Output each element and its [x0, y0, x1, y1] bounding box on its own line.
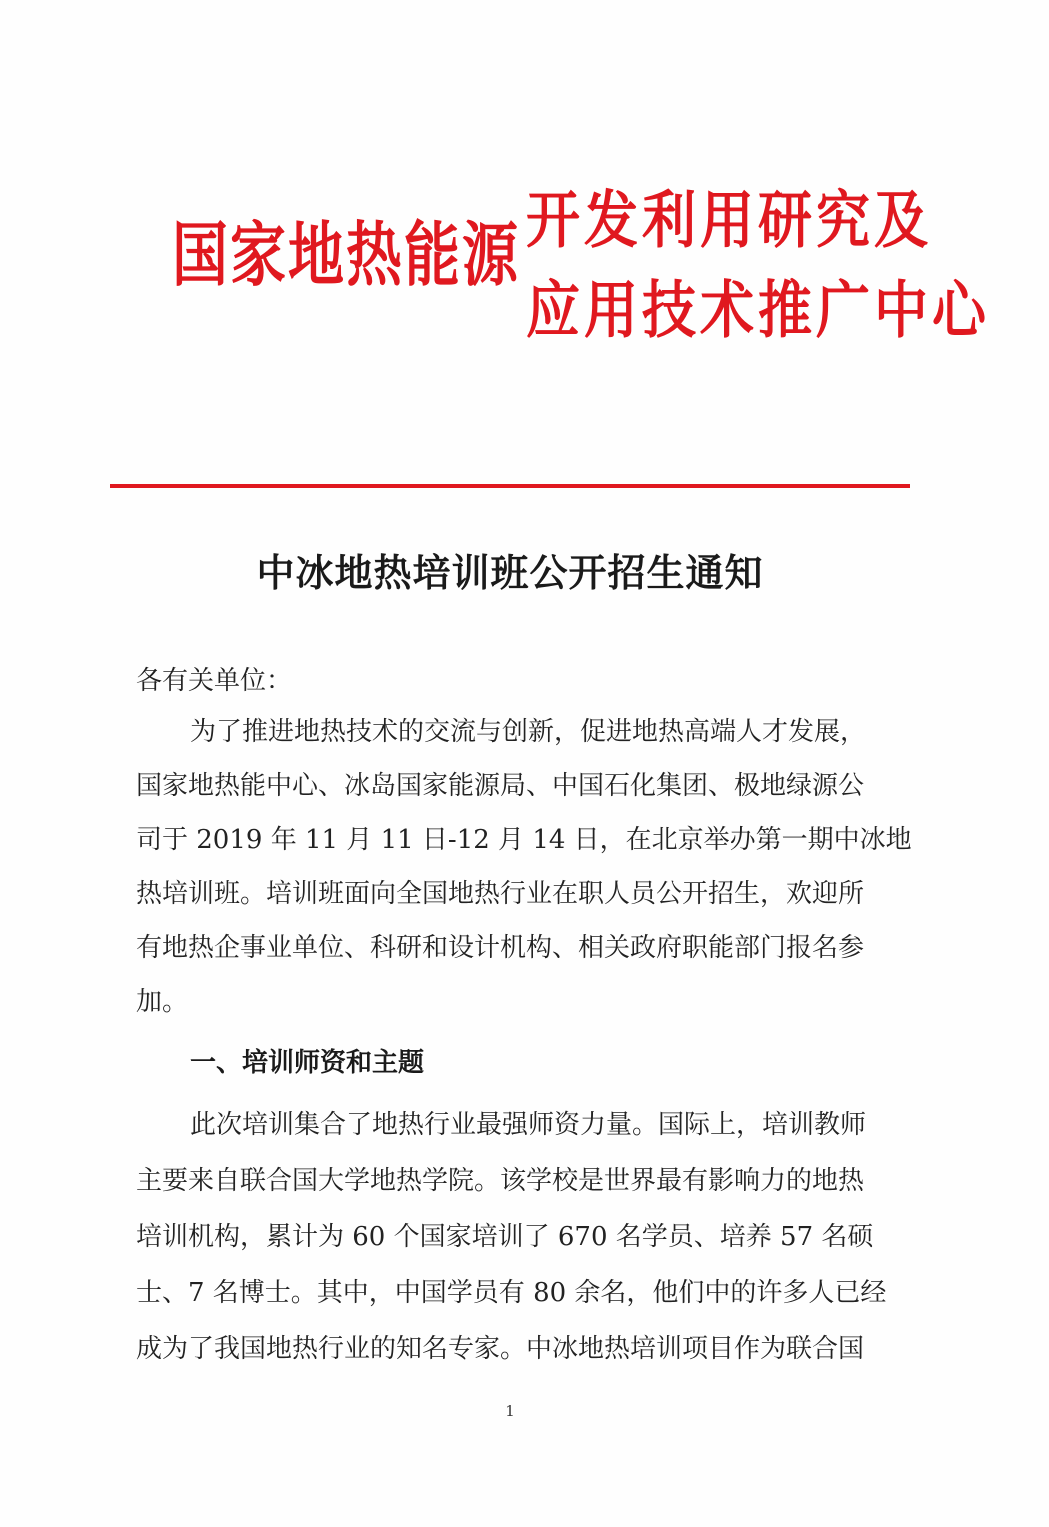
letterhead-right-line1: 开发利用研究及 — [526, 184, 932, 257]
paragraph-intro — [136, 705, 912, 1029]
paragraph-line: 主要来自联合国大学地热学院。该学校是世界最有影响力的地热 — [136, 1166, 865, 1196]
document-title: 中冰地热培训班公开招生通知 — [256, 551, 764, 595]
letterhead-left-text: 国家地热能源 — [172, 215, 520, 297]
paragraph-line: 成为了我国地热行业的知名专家。中冰地热培训项目作为联合国 — [136, 1334, 865, 1364]
section-heading-1: 一、培训师资和主题 — [190, 1048, 425, 1078]
salutation: 各有关单位： — [136, 666, 293, 696]
paragraph-line: 培训机构，累计为 60 个国家培训了 670 名学员、培养 57 名硕 — [136, 1222, 874, 1252]
letterhead-right-line2: 应用技术推广中心 — [526, 273, 990, 347]
letterhead-right-block — [526, 176, 990, 355]
paragraph-line: 为了推进地热技术的交流与创新，促进地热高端人才发展， — [190, 717, 867, 747]
paragraph-line: 士、7 名博士。其中，中国学员有 80 余名，他们中的许多人已经 — [136, 1278, 887, 1308]
page-number: 1 — [505, 1402, 515, 1420]
paragraph-faculty — [136, 1097, 896, 1377]
paragraph-line: 国家地热能中心、冰岛国家能源局、中国石化集团、极地绿源公 — [136, 771, 865, 801]
paragraph-line: 加。 — [136, 987, 189, 1017]
paragraph-line: 司于 2019 年 11 月 11 日-12 月 14 日，在北京举办第一期中冰地 — [136, 825, 912, 855]
paragraph-line: 此次培训集合了地热行业最强师资力量。国际上，培训教师 — [190, 1110, 867, 1140]
letterhead-divider — [110, 484, 910, 488]
paragraph-line: 有地热企事业单位、科研和设计机构、相关政府职能部门报名参 — [136, 933, 865, 963]
paragraph-line: 热培训班。培训班面向全国地热行业在职人员公开招生，欢迎所 — [136, 879, 865, 909]
